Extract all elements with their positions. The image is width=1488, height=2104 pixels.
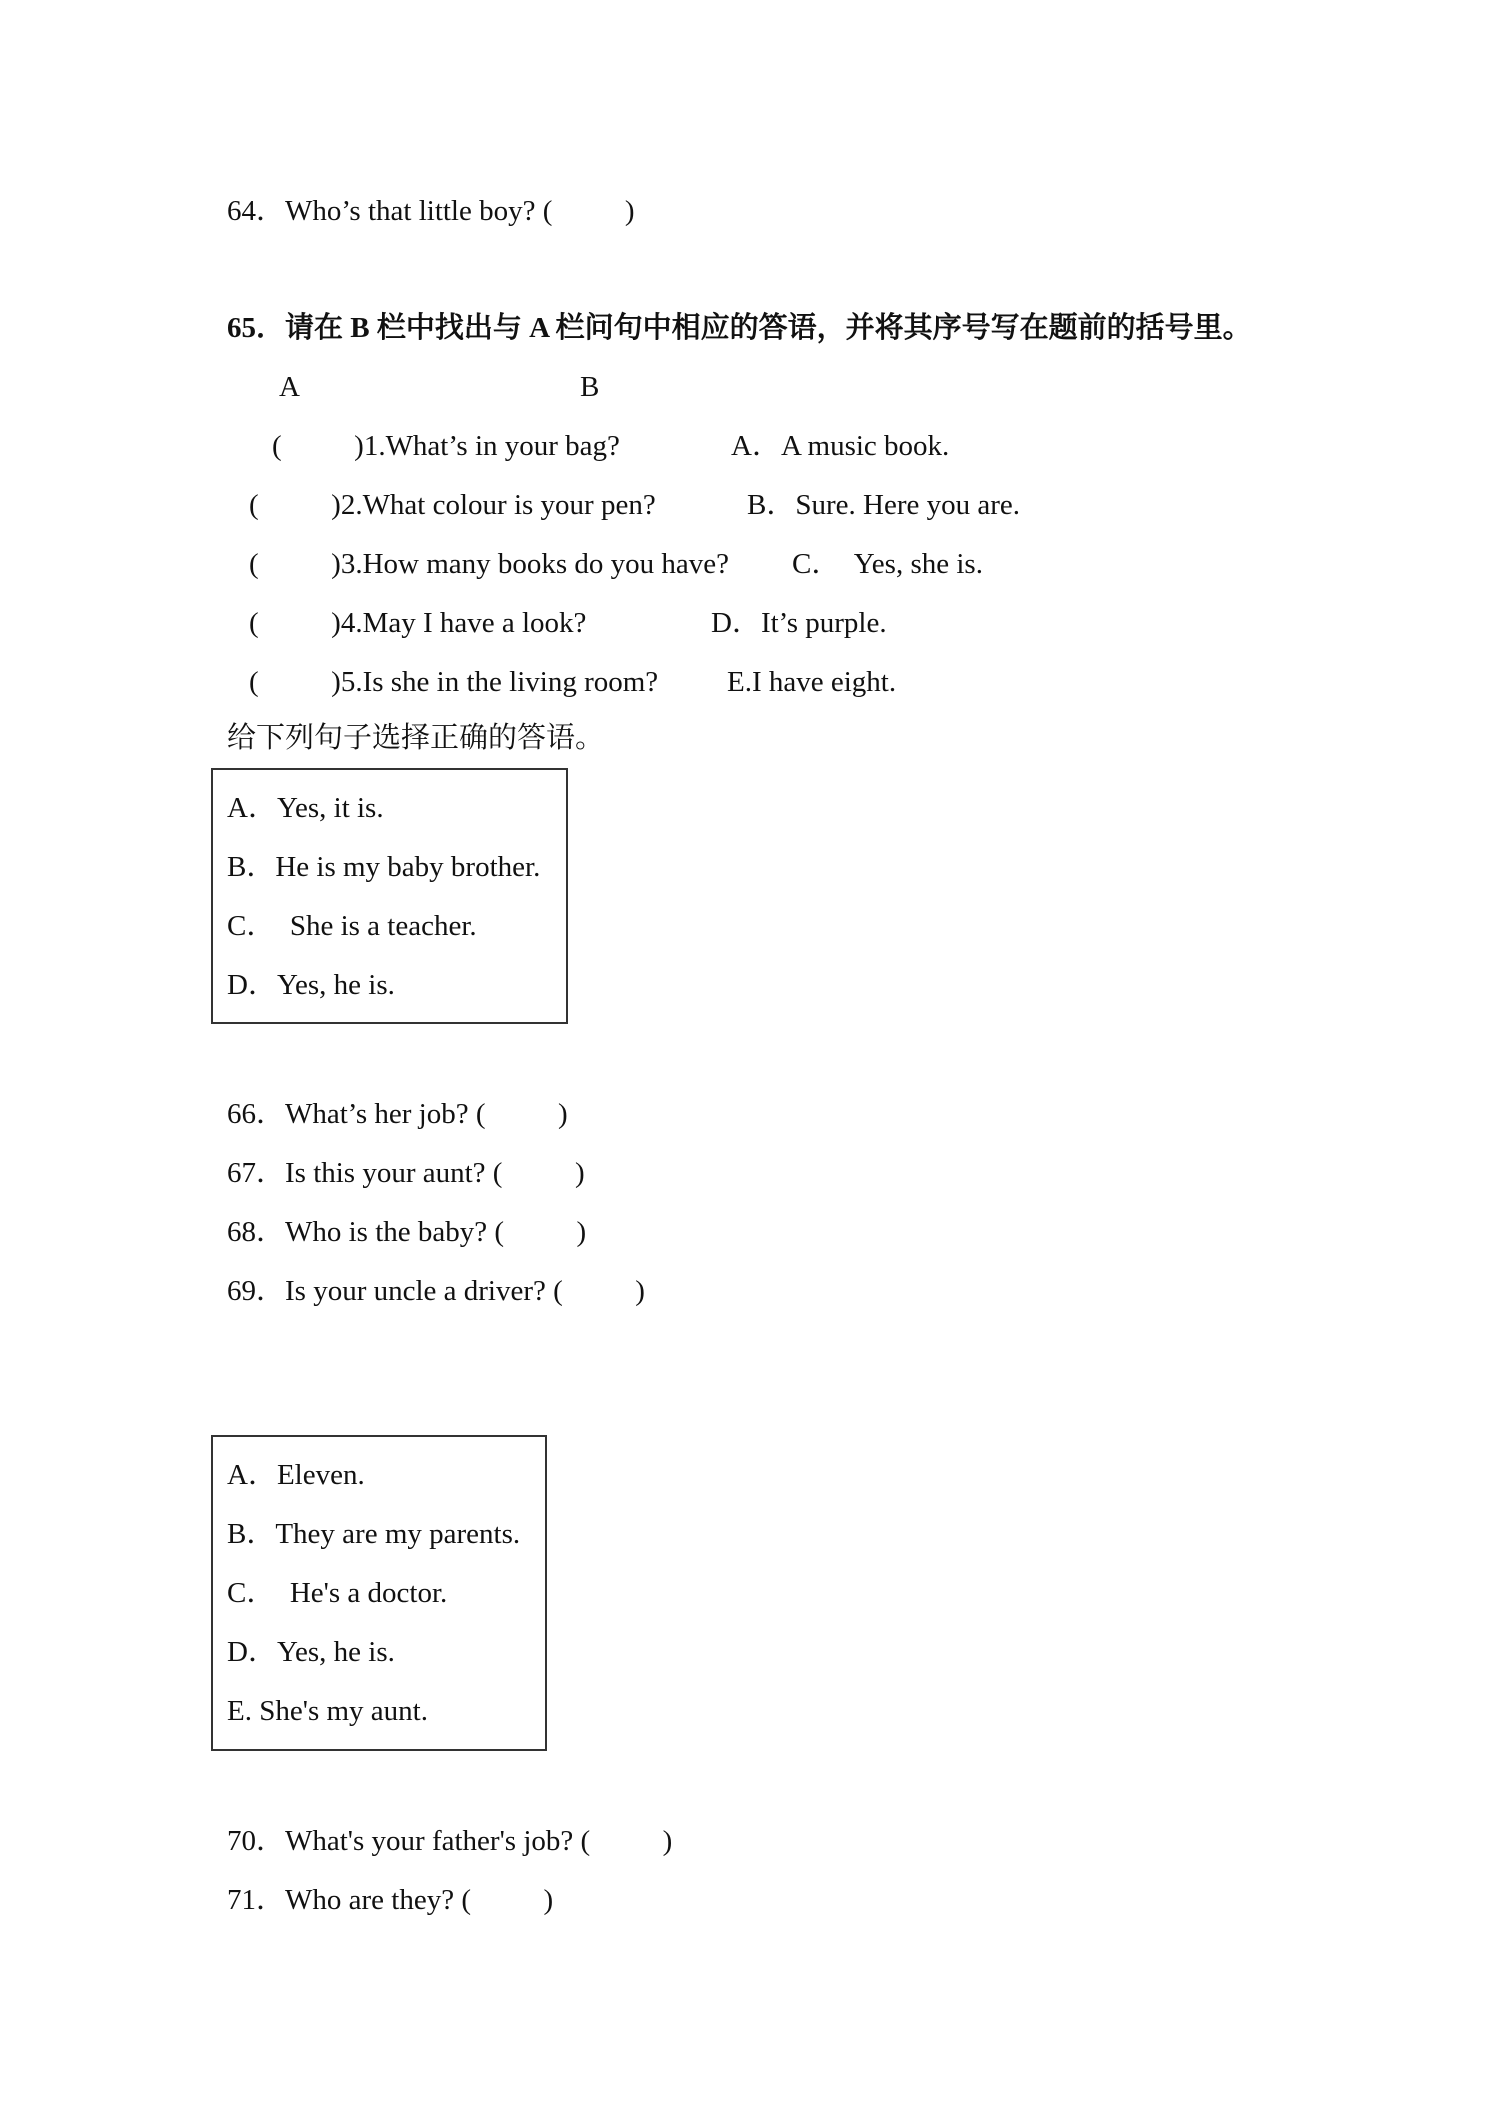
- match-question-5: ( )5.Is she in the living room?: [249, 666, 659, 698]
- question-69: 69．Is your uncle a driver? ( ): [227, 1275, 645, 1307]
- match-answer-b: B．Sure. Here you are.: [747, 489, 1020, 521]
- match-answer-e: E.I have eight.: [727, 666, 897, 698]
- section-instruction: 给下列句子选择正确的答语。: [227, 722, 605, 754]
- match-question-1: ( )1.What’s in your bag?: [272, 430, 620, 462]
- option-b: B．He is my baby brother.: [227, 851, 541, 883]
- option-a: A．Yes, it is.: [227, 792, 384, 824]
- option-d: D．Yes, he is.: [227, 969, 395, 1001]
- option-d-2: D．Yes, he is.: [227, 1636, 395, 1668]
- question-67: 67．Is this your aunt? ( ): [227, 1157, 585, 1189]
- question-70: 70．What's your father's job? ( ): [227, 1825, 673, 1857]
- option-b-2: B．They are my parents.: [227, 1518, 521, 1550]
- option-c: C． She is a teacher.: [227, 910, 477, 942]
- match-question-4: ( )4.May I have a look?: [249, 607, 587, 639]
- column-b-header: B: [580, 371, 600, 403]
- question-68: 68．Who is the baby? ( ): [227, 1216, 587, 1248]
- match-answer-c: C． Yes, she is.: [792, 548, 983, 580]
- question-66: 66．What’s her job? ( ): [227, 1098, 568, 1130]
- match-answer-a: A．A music book.: [731, 430, 950, 462]
- question-64: 64．Who’s that little boy? ( ): [227, 195, 635, 227]
- option-a-2: A．Eleven.: [227, 1459, 365, 1491]
- question-71: 71．Who are they? ( ): [227, 1884, 554, 1916]
- match-question-3: ( )3.How many books do you have?: [249, 548, 730, 580]
- question-65-title: 65．请在 B 栏中找出与 A 栏问句中相应的答语，并将其序号写在题前的括号里。: [227, 312, 1252, 344]
- match-answer-d: D．It’s purple.: [711, 607, 887, 639]
- match-question-2: ( )2.What colour is your pen?: [249, 489, 656, 521]
- option-e-2: E. She's my aunt.: [227, 1695, 428, 1727]
- column-a-header: A: [279, 371, 300, 403]
- option-c-2: C． He's a doctor.: [227, 1577, 448, 1609]
